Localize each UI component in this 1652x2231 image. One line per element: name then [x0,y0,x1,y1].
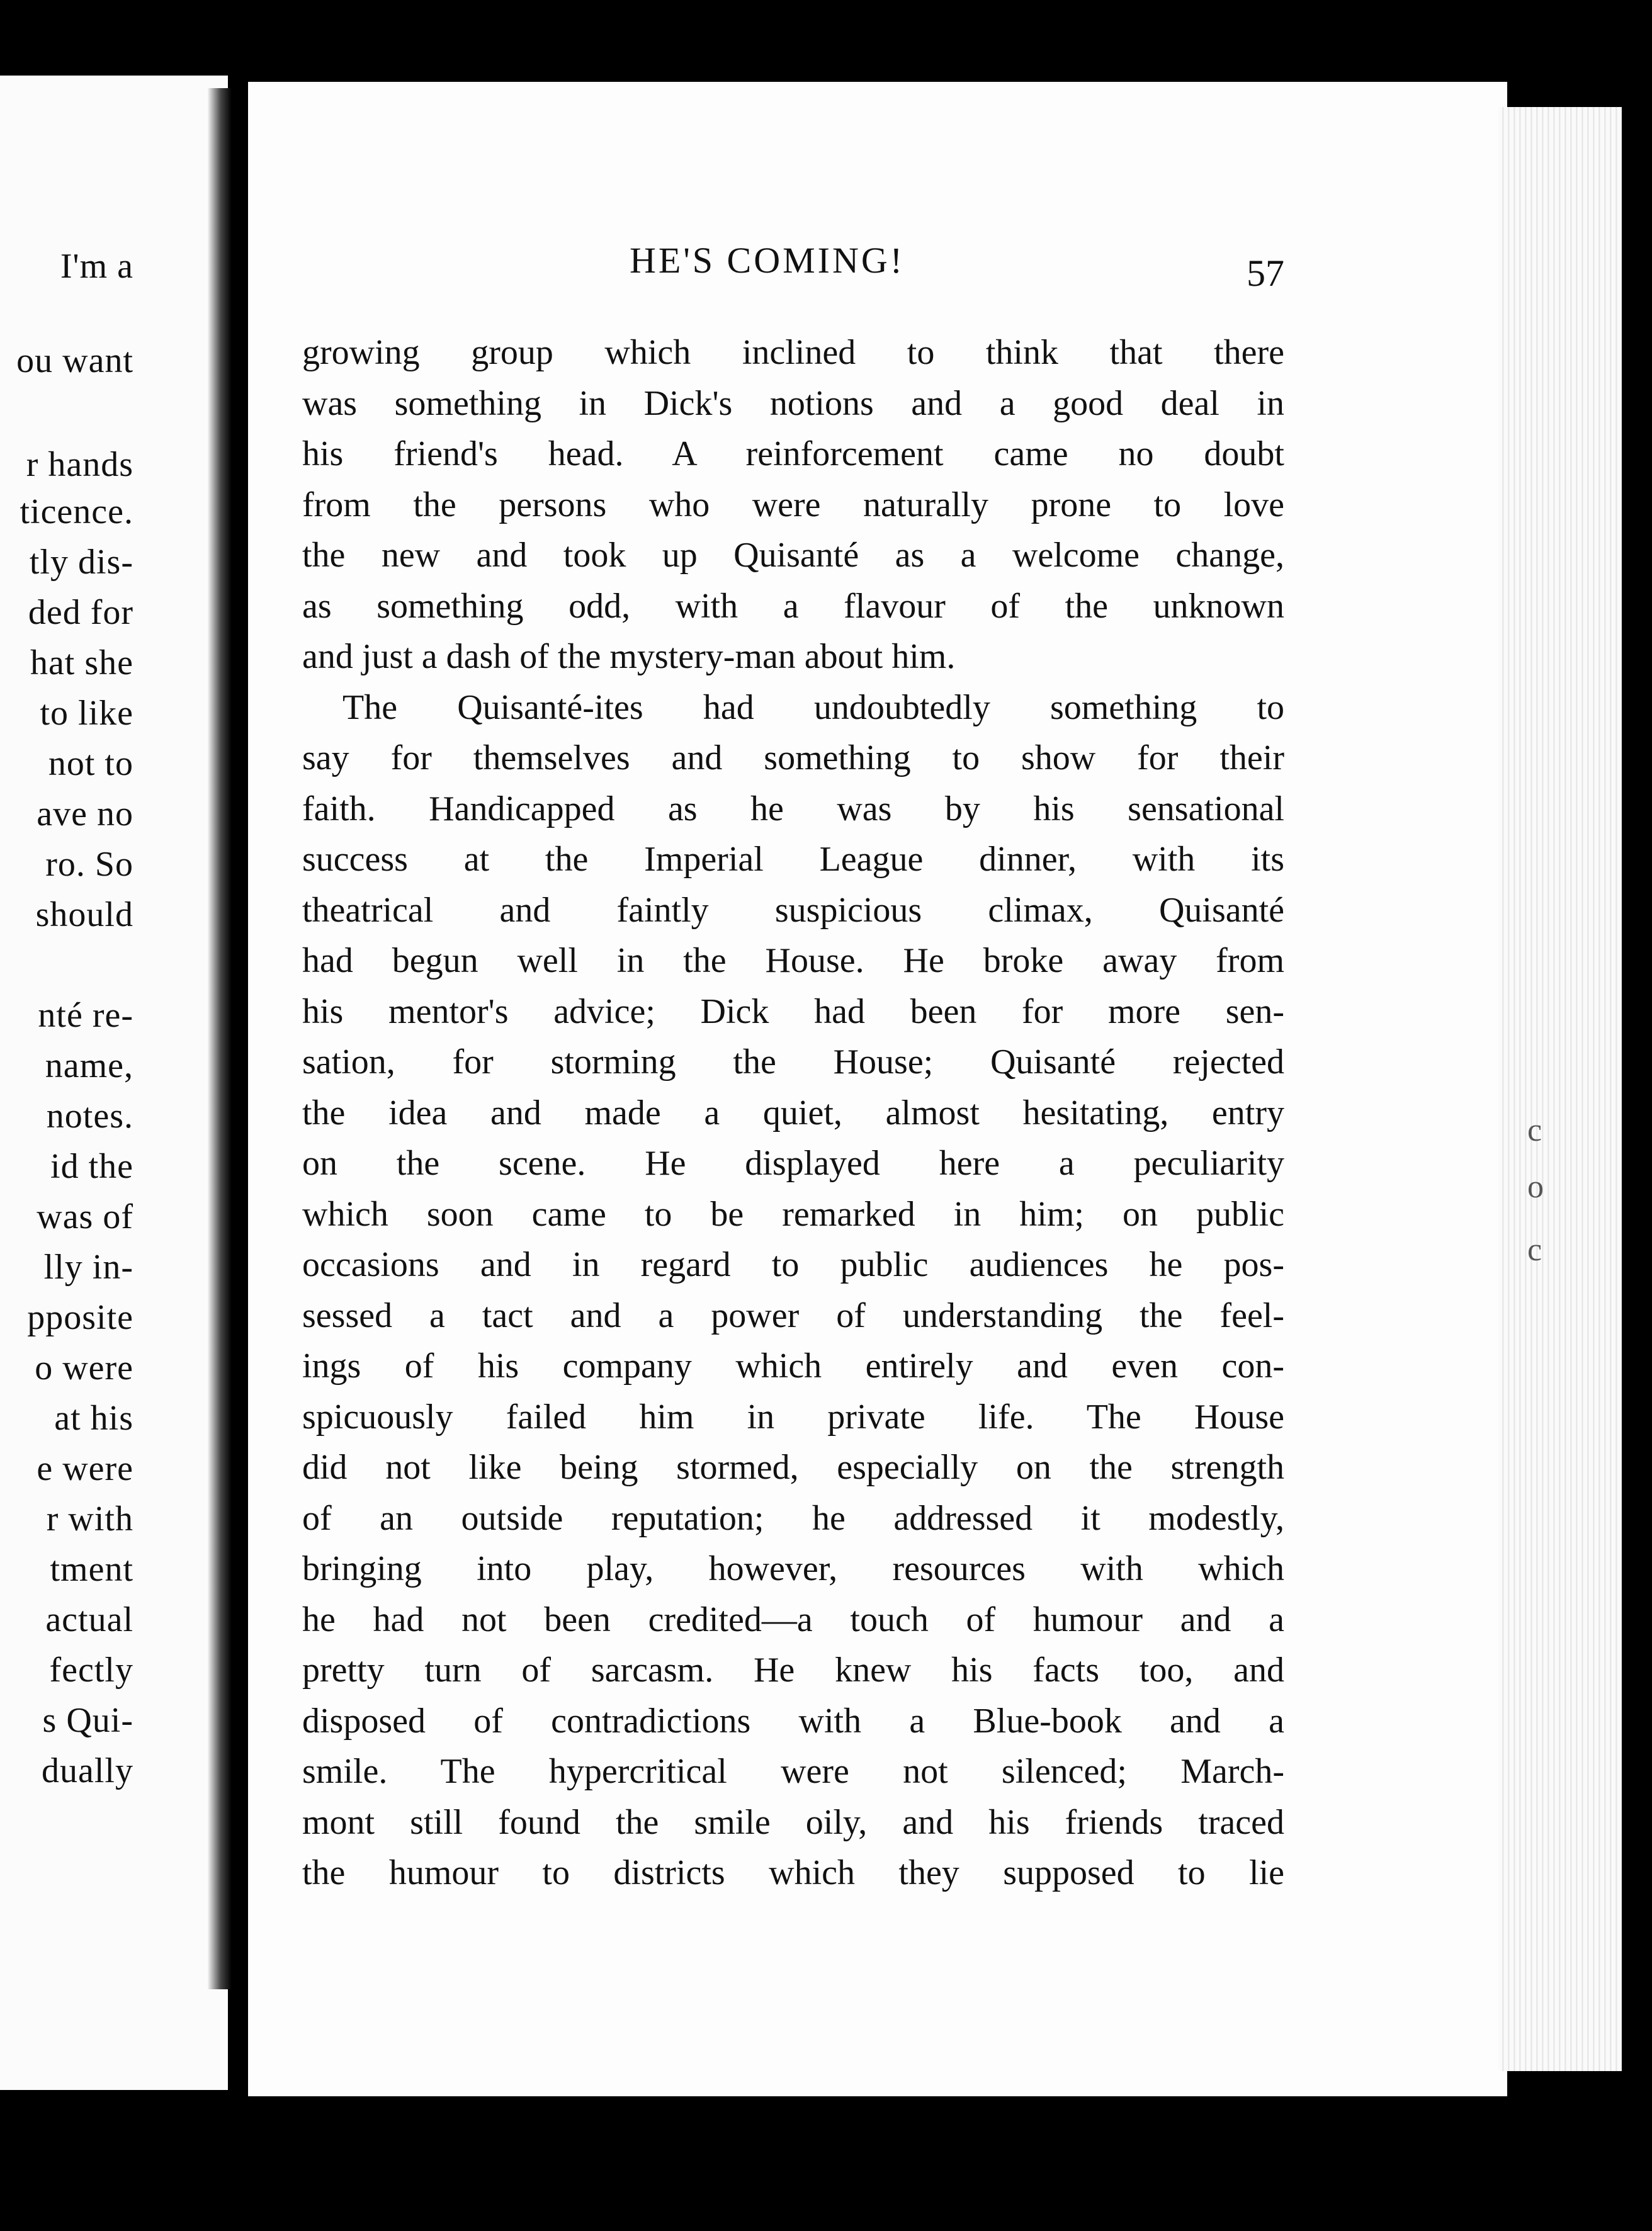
text-line: as something odd, with a flavour of the unknown [302,586,1284,626]
text-line: success at the Imperial League dinner, with its [302,840,1284,879]
left-page [0,76,228,2090]
edge-mark: c [1527,1112,1542,1148]
left-page-line-fragment: tment [50,1550,133,1589]
left-page-line-fragment: notes. [46,1097,133,1136]
body-text [302,327,1284,1899]
left-page-line-fragment: s Qui- [42,1701,133,1740]
text-line: and just a dash of the mystery-man about him. [302,637,956,676]
left-page-line-fragment: actual [45,1600,133,1639]
paragraph-2 [302,682,1284,1899]
book-gutter [208,88,232,1989]
text-line: the humour to districts which they supposed to lie [302,1853,1284,1892]
left-page-line-fragment: to like [40,694,133,733]
left-page-line-fragment: name, [45,1046,133,1085]
left-page-line-fragment: e were [37,1449,133,1488]
text-line: occasions and in regard to public audiences he pos- [302,1245,1284,1284]
left-page-line-fragment: id the [50,1147,133,1186]
left-page-line-fragment: tly dis- [29,543,133,582]
text-line: of an outside reputation; he addressed it modestly, [302,1498,1284,1538]
text-line: mont still found the smile oily, and his friends traced [302,1802,1284,1842]
text-line: faith. Handicapped as he was by his sensational [302,789,1284,828]
text-line: say for themselves and something to show for their [302,738,1284,777]
text-line: smile. The hypercritical were not silenced; March- [302,1752,1284,1791]
text-line: his mentor's advice; Dick had been for more sen- [302,991,1284,1031]
left-page-line-fragment: at his [54,1399,133,1438]
page-edge [1498,107,1622,2071]
text-line: the new and took up Quisanté as a welcome change, [302,536,1284,575]
left-page-line-fragment: ticence. [20,492,133,531]
edge-mark: c [1527,1232,1542,1268]
running-head: HE'S COMING! [630,240,905,281]
left-page-line-fragment: not to [48,744,133,783]
text-line: bringing into play, however, resources with which [302,1549,1284,1588]
left-page-line-fragment: r hands [26,445,133,484]
left-page-line-fragment: fectly [49,1651,133,1690]
paragraph-1 [302,327,1284,682]
left-page-line-fragment: was of [37,1197,133,1236]
text-line: on the scene. He displayed here a peculiarity [302,1144,1284,1183]
page-number: 57 [1247,252,1284,294]
left-page-line-fragment: dually [42,1751,133,1790]
text-line: from the persons who were naturally prone to love [302,485,1284,524]
left-page-line-fragment: o were [35,1348,133,1387]
left-page-line-fragment: pposite [27,1298,133,1337]
edge-mark: o [1527,1169,1544,1205]
left-page-line-fragment: r with [46,1500,133,1539]
text-line: did not like being stormed, especially on the strength [302,1448,1284,1487]
left-page-line-fragment: ave no [37,794,133,833]
text-line: theatrical and faintly suspicious climax, Quisanté [302,890,1284,930]
left-page-line-fragment: ro. So [45,845,133,884]
left-page-line-fragment: I'm a [60,247,133,286]
text-line: The Quisanté-ites had undoubtedly something to [342,687,1284,727]
left-page-line-fragment: ou want [16,341,133,380]
left-page-line-fragment: should [35,895,133,934]
left-page-line-fragment: nté re- [38,996,133,1035]
text-line: ings of his company which entirely and even con- [302,1347,1284,1386]
left-page-line-fragment: lly in- [43,1248,133,1287]
text-line: disposed of contradictions with a Blue-book and a [302,1701,1284,1741]
text-line: was something in Dick's notions and a good deal in [302,383,1284,423]
left-page-line-fragment: hat she [30,643,133,682]
text-line: sessed a tact and a power of understanding the feel- [302,1296,1284,1335]
text-line: pretty turn of sarcasm. He knew his facts too, and [302,1651,1284,1690]
text-line: his friend's head. A reinforcement came no doubt [302,434,1284,473]
text-line: which soon came to be remarked in him; on public [302,1194,1284,1234]
text-line: he had not been credited—a touch of humour and a [302,1600,1284,1639]
left-page-line-fragment: ded for [28,593,133,632]
text-line: spicuously failed him in private life. The House [302,1397,1284,1437]
text-line: the idea and made a quiet, almost hesitating, entry [302,1093,1284,1132]
text-line: growing group which inclined to think that there [302,333,1284,372]
text-line: had begun well in the House. He broke away from [302,941,1284,980]
text-line: sation, for storming the House; Quisanté rejected [302,1042,1284,1082]
